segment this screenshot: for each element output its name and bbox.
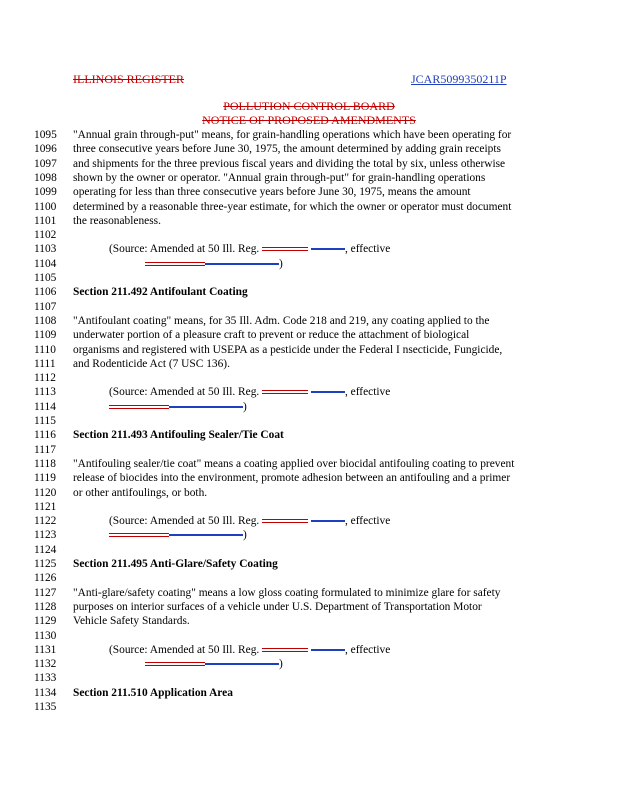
line-text: purposes on interior surfaces of a vehicle under U.S. Department of Transportation Motor [73,600,482,613]
line-1107 [34,300,554,314]
line-number: 1105 [34,272,57,284]
line-number: 1118 [34,457,56,470]
line-number: 1117 [34,443,56,456]
line-1101 [34,214,554,228]
line-number: 1102 [34,229,57,242]
line-number: 1100 [34,200,57,213]
line-1127 [34,586,554,600]
line-number: 1122 [34,515,57,528]
line-text: operating for less than three consecutive years before June 30, 1975, means the amount [73,186,471,199]
line-number: 1110 [34,343,56,356]
deleted-blank [262,390,308,394]
notice-title: NOTICE OF PROPOSED AMENDMENTS [202,113,416,127]
inserted-blank [311,248,345,250]
deleted-blank [145,662,205,666]
line-1096 [34,142,554,156]
line-number: 1104 [34,257,57,270]
line-1095 [34,128,554,142]
line-1134 [34,686,554,700]
inserted-blank [205,663,279,665]
deleted-blank [145,262,205,266]
line-number: 1107 [34,300,57,313]
line-1104 [34,257,554,271]
line-text: (Source: Amended at 50 Ill. Reg. , effective [109,243,391,256]
line-text: or other antifoulings, or both. [73,486,208,499]
deleted-blank [262,519,308,523]
line-1109 [34,328,554,342]
line-1113 [34,385,554,399]
line-text: "Anti-glare/safety coating" means a low gloss coating formulated to minimize glare for safety [73,586,501,599]
line-number: 1114 [34,400,56,413]
line-number: 1095 [34,129,57,141]
line-1111 [34,357,554,371]
line-number: 1120 [34,486,57,499]
deleted-blank [109,533,169,537]
line-number: 1121 [34,500,57,513]
line-1132 [34,657,554,671]
line-number: 1106 [34,286,57,299]
line-text: ) [109,400,247,414]
line-text: three consecutive years before June 30, 1975, the amount determined by adding grain receipts [73,143,501,156]
line-number: 1098 [34,171,57,184]
line-1122 [34,514,554,528]
line-number: 1126 [34,572,57,585]
line-number: 1115 [34,415,56,427]
line-number: 1108 [34,314,57,327]
line-number: 1131 [34,643,57,656]
document-code: JCAR5099350211P [411,72,507,86]
deleted-blank [109,405,169,409]
register-title: ILLINOIS REGISTER [73,72,184,86]
line-1120 [34,486,554,500]
line-1098 [34,171,554,185]
line-1133 [34,671,554,685]
line-1099 [34,185,554,199]
line-1124 [34,543,554,557]
line-number: 1130 [34,629,57,642]
line-1100 [34,200,554,214]
line-1119 [34,471,554,485]
line-number: 1096 [34,143,57,156]
line-number: 1134 [34,686,57,699]
line-text: release of biocides into the environment, promote adhesion between an antifouling and a primer [73,472,511,485]
line-text: "Annual grain through-put" means, for grain-handling operations which have been operating for [73,129,512,141]
line-text: (Source: Amended at 50 Ill. Reg. , effective [109,386,391,399]
line-1123 [34,528,554,542]
line-1131 [34,643,554,657]
board-title: POLLUTION CONTROL BOARD [223,99,395,113]
line-1129 [34,614,554,628]
line-number: 1111 [34,357,56,370]
line-text: "Antifoulant coating" means, for 35 Ill. Adm. Code 218 and 219, any coating applied to the [73,314,490,327]
line-text: Vehicle Safety Standards. [73,615,190,628]
line-text: and shipments for the three previous fiscal years and dividing the total by six, unless otherwise [73,157,506,170]
line-number: 1119 [34,472,56,485]
line-1108 [34,314,554,328]
line-text: ) [145,257,283,271]
line-1118 [34,457,554,471]
line-text: Section 211.493 Antifouling Sealer/Tie Coat [73,429,284,442]
line-1106 [34,285,554,299]
line-number: 1101 [34,214,57,227]
line-1110 [34,343,554,357]
line-number: 1109 [34,329,57,342]
line-1097 [34,157,554,171]
line-text: Section 211.495 Anti-Glare/Safety Coating [73,558,278,570]
line-number: 1129 [34,615,57,628]
line-1105 [34,271,554,285]
line-text: organisms and registered with USEPA as a pesticide under the Federal I nsecticide, Fungicide, [73,343,503,356]
inserted-blank [311,520,345,522]
line-number: 1113 [34,386,56,399]
line-1116 [34,428,554,442]
line-number: 1135 [34,701,57,713]
line-number: 1124 [34,543,57,556]
line-1102 [34,228,554,242]
inserted-blank [311,391,345,393]
line-number: 1116 [34,429,56,442]
line-number: 1099 [34,186,57,199]
line-number: 1132 [34,658,57,671]
line-text: (Source: Amended at 50 Ill. Reg. , effective [109,515,391,528]
line-number: 1123 [34,529,57,542]
line-text: the reasonableness. [73,214,161,227]
line-1117 [34,443,554,457]
line-1115 [34,414,554,428]
line-text: ) [109,528,247,542]
line-text: shown by the owner or operator. "Annual grain through-put" for grain-handling operations [73,171,486,184]
line-number: 1112 [34,372,56,385]
line-1121 [34,500,554,514]
inserted-blank [169,534,243,536]
line-text: "Antifouling sealer/tie coat" means a coating applied over biocidal antifouling coating to prevent [73,457,515,470]
inserted-blank [205,263,279,265]
line-number: 1103 [34,243,57,256]
line-number: 1133 [34,672,57,685]
line-1125 [34,557,554,571]
line-1103 [34,242,554,256]
line-text: (Source: Amended at 50 Ill. Reg. , effective [109,643,391,656]
line-number: 1125 [34,558,57,570]
line-text: and Rodenticide Act (7 USC 136). [73,357,230,370]
line-1135 [34,700,554,714]
line-1112 [34,371,554,385]
line-1114 [34,400,554,414]
line-1126 [34,571,554,585]
line-number: 1128 [34,600,57,613]
line-text: Section 211.492 Antifoulant Coating [73,286,248,299]
line-text: underwater portion of a pleasure craft to prevent or reduce the attachment of biological [73,329,470,342]
line-text: ) [145,657,283,671]
line-1128 [34,600,554,614]
deleted-blank [262,648,308,652]
line-number: 1097 [34,157,57,170]
line-1130 [34,629,554,643]
line-text: Section 211.510 Application Area [73,686,233,699]
inserted-blank [311,649,345,651]
inserted-blank [169,406,243,408]
line-number: 1127 [34,586,57,599]
line-text: determined by a reasonable three-year estimate, for which the owner or operator must document [73,200,512,213]
deleted-blank [262,247,308,251]
